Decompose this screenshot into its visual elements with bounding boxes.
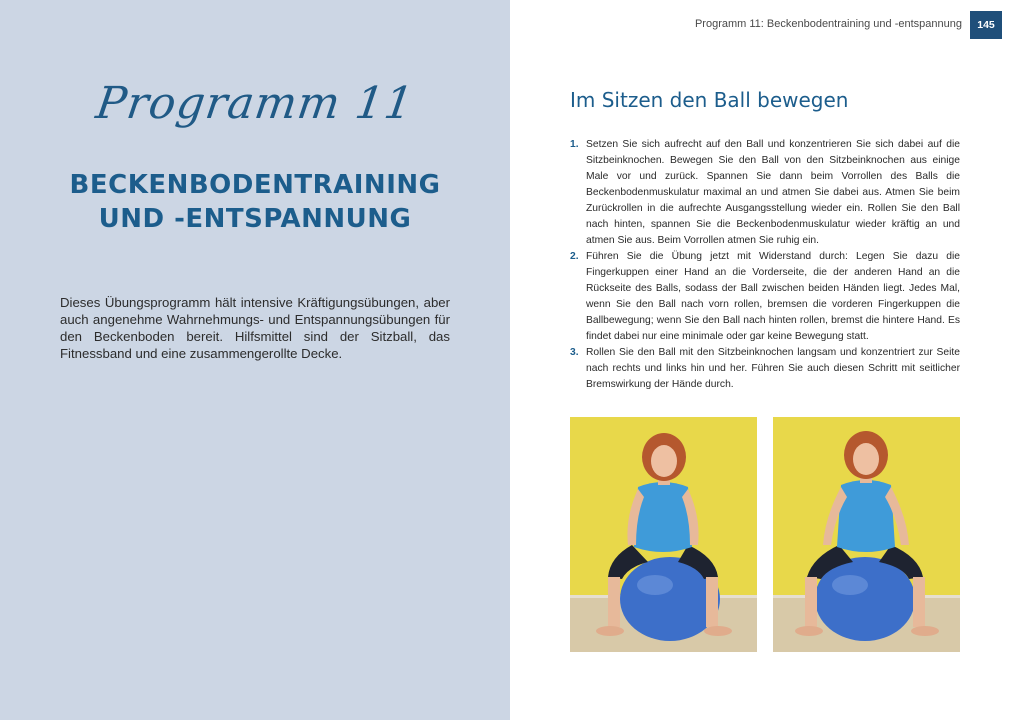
exercise-photo-2 [773,417,960,652]
main-title-line2: UND -ENTSPANNUNG [98,204,412,234]
step-item [570,249,960,345]
main-title [0,168,510,236]
running-header: Programm 11: Beckenbodentraining und -entspannung [694,18,962,30]
main-title-line1: BECKENBODENTRAINING [69,170,441,200]
section-title: Im Sitzen den Ball bewegen [570,88,849,112]
step-text: Rollen Sie den Ball mit den Sitzbeinknochen langsam und konzentriert zur Seite nach rechts und links hin und her. Führen Sie auch diesen Schritt mit seitlicher Bremswirkung der Hände durch. [586,347,960,390]
step-item [570,345,960,393]
step-text: Setzen Sie sich aufrecht auf den Ball und konzentrieren Sie sich dabei auf die Sitzbeinknochen. Bewegen Sie den Ball von den Sitzbeinknochen aus einige Male vor und zurück. Spannen Sie dann beim Vorrollen des Balls die Beckenbodenmuskulatur maximal an und atmen Sie dabei aus. Atmen Sie beim Zurückrollen in die aufrechte Ausgangsstellung wieder ein. Rollen Sie den Ball nach hinten, spannen Sie die Beckenbodenmuskulatur wieder kräftig an und atmen Sie aus. Beim Vorrollen atmen Sie ruhig ein. [586,139,960,246]
page-number-badge: 145 [970,11,1002,39]
program-script-title: Programm 11 [92,78,418,129]
intro-paragraph: Dieses Übungsprogramm hält intensive Kräftigungsübungen, aber auch angenehme Wahrnehmungs- und Entspannungsübungen für den Beckenboden bereit. Hilfsmittel sind der Sitzball, das Fitnessband und eine zusammengerollte Decke. [60,295,450,361]
step-item [570,137,960,249]
exercise-photo-1 [570,417,757,652]
step-number: 1. [570,139,579,150]
step-text: Führen Sie die Übung jetzt mit Widerstand durch: Legen Sie dazu die Fingerkuppen einer Hand an die Vorderseite, die der anderen Hand an die Rückseite des Balls, sodass der Ball zwischen beiden Händen liegt. Jedes Mal, wenn Sie den Ball nach vorn rollen, bremsen die vorderen Fingerkuppen die Ballbewegung; wenn Sie den Ball nach hinten rollen, bremst die hintere Hand. Es findet dabei nur eine minimale oder gar keine Bewegung statt. [586,251,960,342]
steps-list [570,137,960,393]
step-number: 3. [570,347,579,358]
step-number: 2. [570,251,579,262]
